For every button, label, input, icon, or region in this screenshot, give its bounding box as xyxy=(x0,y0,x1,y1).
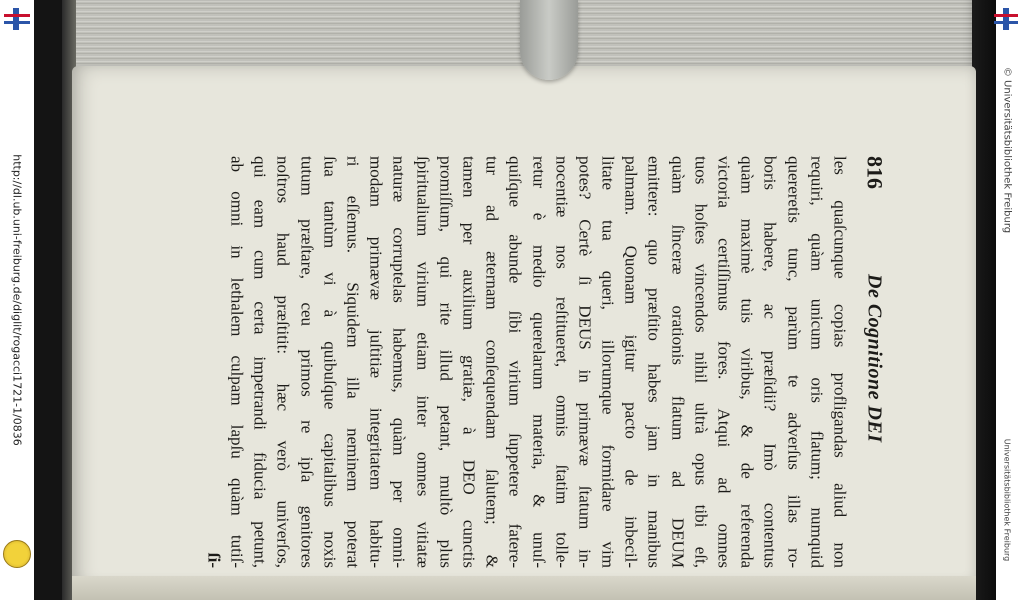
text-line: requiri, quàm unicum oris flatum; numquid xyxy=(807,156,827,568)
library-flag-icon xyxy=(4,8,30,30)
page-text-block xyxy=(202,156,887,568)
viewer-left-margin xyxy=(0,0,34,600)
university-seal-icon xyxy=(3,540,31,568)
text-line: palmam. Quonam igitur pacto de inbecil- xyxy=(621,156,641,568)
text-line: tur ad æternam conſequendam ſalutem; & xyxy=(482,156,502,568)
text-line: quereretis tunc, parùm te adverſus illas ro- xyxy=(784,156,804,568)
page-header xyxy=(858,156,888,568)
running-head: De Cognitione DEI xyxy=(863,274,886,443)
library-label: Universitätsbibliothek Freiburg xyxy=(1002,438,1012,562)
text-line: quiſque abunde ſibi virium ſuppetere fatere- xyxy=(505,156,525,568)
text-line: ſpiritualium virium etiam inter omnes vitiatæ xyxy=(413,156,433,568)
catchword: ſi- xyxy=(204,552,224,568)
text-line: les quaſcunque copias profligandas aliud non xyxy=(830,156,850,568)
text-line: tamen per auxilium gratiæ, à DEO cunctis xyxy=(459,156,479,568)
text-line: promiſſum, qui rite illud petant, multò plus xyxy=(436,156,456,568)
page-bottom-edge xyxy=(72,576,976,600)
text-line: ſua tantùm vi à quibuſque capitalibus noxis xyxy=(320,156,340,568)
text-lines xyxy=(225,156,851,568)
text-line: emittere: quo præſtito habes jam in manibus xyxy=(645,156,665,568)
text-line: quàm ſinceræ orationis flatum ad DEUM xyxy=(668,156,688,568)
text-line: tutum præſtare, ceu primos re ipſa genitores xyxy=(297,156,317,568)
text-line: naturæ corruptelas habemus, quàm per omni- xyxy=(389,156,409,568)
text-line: tuos hoſtes vincendos nihil ultrà opus tibi eſt, xyxy=(691,156,711,568)
text-line: qui eam cum certa impetrandi fiducia petunt, xyxy=(250,156,270,568)
text-line: modam primævæ juſtitiæ integritatem habitu- xyxy=(366,156,386,568)
page-number: 816 xyxy=(862,156,888,189)
text-line: litate tua queri, illorumque formidare vim xyxy=(598,156,618,568)
text-line: noſtros haud præſtitit: hæc verò univerſos, xyxy=(274,156,294,568)
text-line: quàm maximè tuis viribus, & de referenda xyxy=(737,156,757,568)
text-line: nocentiæ nos reſtitueret, omnis ſtatim tolle- xyxy=(552,156,572,568)
bookmark-ribbon xyxy=(520,0,578,80)
text-line: ri eſſemus. Siquidem illa neminem poterat xyxy=(343,156,363,568)
library-flag-icon-right xyxy=(994,8,1018,30)
text-line: potes? Certè ſi DEUS in primævæ ſtatum in- xyxy=(575,156,595,568)
text-line: victoria certiſſimus fores. Atqui ad omnes xyxy=(714,156,734,568)
page-url[interactable]: http://dl.ub.uni-freiburg.de/diglit/rogacci1721-1/0836 xyxy=(10,154,24,446)
copyright-notice: © Universitätsbibliothek Freiburg xyxy=(1001,66,1013,234)
text-line: ab omni in lethalem culpam lapſu quàm tutiſ- xyxy=(227,156,247,568)
text-line: boris habere, ac præſidii? Imò contentus xyxy=(760,156,780,568)
text-line: retur è medio querelarum materia, & unuſ- xyxy=(529,156,549,568)
